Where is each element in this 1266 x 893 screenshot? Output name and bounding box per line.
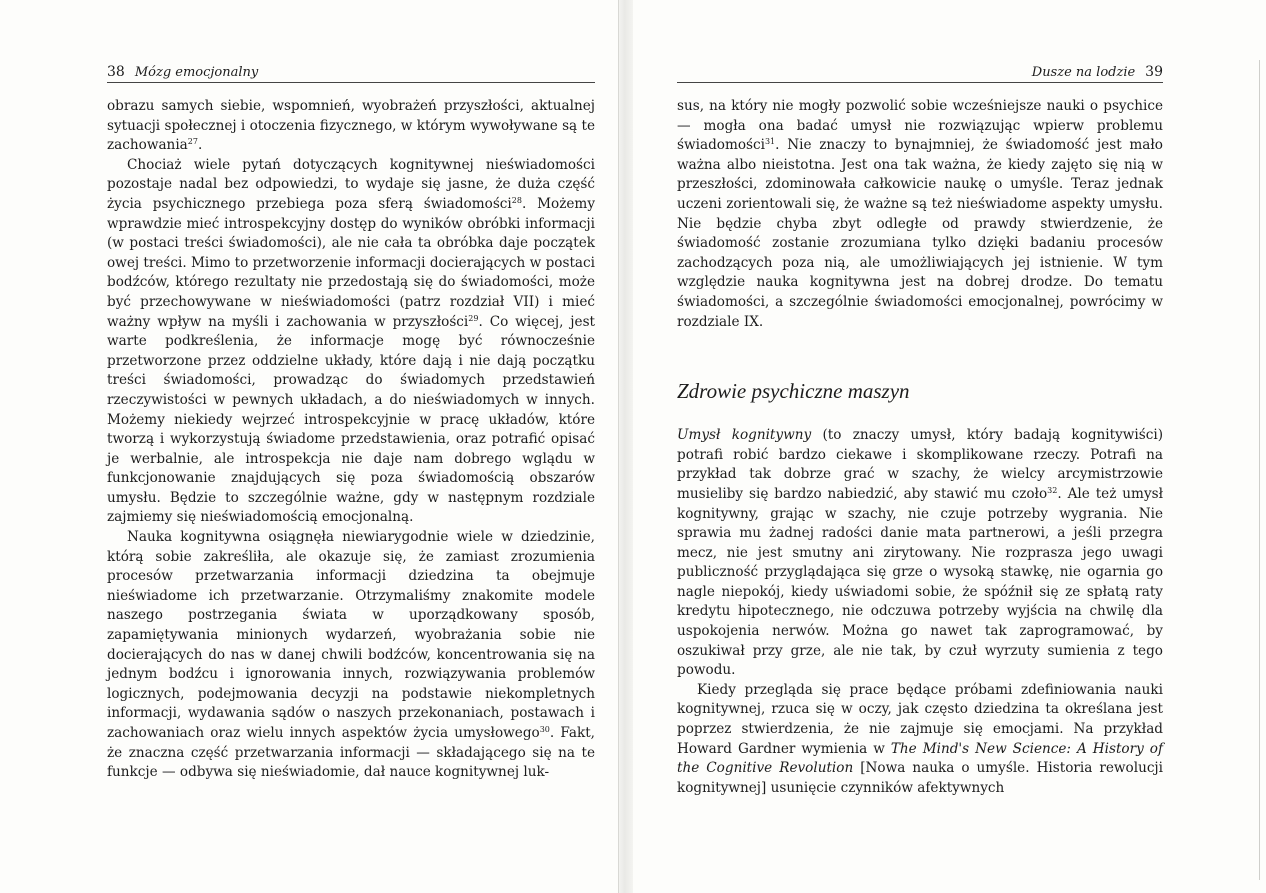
text-run: sus, na który nie mogły pozwolić sobie wcześniejsze nauki o psychice — mogła ona badać umysł nie rozwiązując wpierw problemu świadomości (677, 98, 1163, 154)
page-edge (1259, 60, 1260, 880)
paragraph (107, 528, 595, 783)
book-gutter (618, 0, 633, 893)
text-run: Kiedy przegląda się prace będące próbami zdefiniowania nauki kognitywnej, rzuca się w oczy, jak często dziedzina ta określana jest poprzez stwierdzenia, że nie zajmuje się emocjami. Na przykład Howard Gardner wymienia w (677, 681, 1163, 757)
left-running-head (107, 62, 595, 83)
left-page-body (107, 97, 595, 783)
paragraph (677, 681, 1163, 799)
right-page-number: 39 (1145, 64, 1163, 80)
text-run: . (197, 137, 203, 154)
paragraph (107, 97, 595, 156)
right-page (677, 62, 1163, 798)
right-running-title: Dusze na lodzie (1031, 65, 1136, 80)
paragraph (677, 426, 1163, 681)
text-run: (to znaczy umysł, który badają kognitywiści) potrafi robić bardzo ciekawe i skomplikowane rzeczy. Potrafi na przykład tak dobrze grać w szachy, że wielcy arcymistrzowie musieliby się bardzo nabiedzić, aby stawić mu czoło (677, 427, 1164, 502)
text-run: [Nowa nauka o umyśle. Historia rewolucji kognitywnej] usunięcie czynników afektywnych (677, 760, 1163, 796)
italic-text: Umysł kognitywny (677, 427, 812, 444)
footnote-ref: 32 (1047, 485, 1058, 495)
footnote-ref: 28 (511, 195, 522, 205)
text-run: . Nie znaczy to bynajmniej, że świadomość jest mało ważna albo nieistotna. Jest ona tak ważna, że kiedy zajęto się nią w przeszłości, zdominowała całkowicie naukę o umyśle. Teraz jednak uczeni zorientowali się, że ważne są też nieświadome aspekty umysłu. Nie będzie chyba zbyt odległe od prawdy stwierdzenie, że świadomość zostanie zrozumiana tylko dzięki badaniu procesów zachodzących poza nią, ale umożliwiających jej istnienie. W tym względzie nauka kognitywna jest na dobrej drodze. Do tematu świadomości, a szczególnie świadomości emocjonalnej, powrócimy w rozdziale IX. (677, 137, 1163, 330)
right-running-head (677, 62, 1163, 83)
text-run: Nauka kognitywna osiągnęła niewiarygodnie wiele w dziedzinie, którą sobie zakreśliła, ale okazuje się, że zamiast zrozumienia procesów przetwarzania informacji dziedzina ta obejmuje nieświadome ich przetwarzanie. Otrzymaliśmy znakomite modele naszego postrzegania świata w uporządkowany sposób, zapamiętywania minionych wydarzeń, wyobrażania sobie nie docierających do nas w danej chwili bodźców, koncentrowania się na jednym bodźcu i ignorowania innych, rozwiązywania problemów logicznych, podejmowania decyzji na podstawie niekompletnych informacji, wydawania sądów o naszych przekonaniach, postawach i zachowaniach oraz wielu innych aspektów życia umysłowego (107, 529, 595, 741)
section-heading: Zdrowie psychiczne maszyn (677, 379, 910, 404)
footnote-ref: 31 (764, 137, 776, 147)
right-page-body-bottom (677, 426, 1163, 798)
paragraph (677, 97, 1163, 332)
text-run: . Ale też umysł kognitywny, grając w szachy, nie czuje potrzeby wygrania. Nie sprawia mu żadnej radości danie mata partnerowi, a jeśli przegra mecz, nie jest smutny ani zirytowany. Nie rozprasza jego uwagi publiczność przyglądająca się grze o wysoką stawkę, nie ogarnia go nagle niepokój, kiedy uświadomi sobie, że spóźnił się ze spłatą raty kredytu hipotecznego, nie odczuwa potrzeby wyjścia na chwilę dla uspokojenia nerwów. Można go nawet tak zaprogramować, by oszukiwał przy grze, ale nie tak, by czuł wyrzuty sumienia z tego powodu. (677, 485, 1164, 679)
left-page-number: 38 (107, 64, 125, 80)
paragraph (107, 156, 595, 528)
left-page (107, 62, 595, 783)
text-run: . Co więcej, jest warte podkreślenia, że informacje mogę być równocześnie przetworzone przez oddzielne układy, które dają i nie dają początku treści świadomości, prowadząc do świadomych przedstawień rzeczywistości w pewnych układach, a do nieświadomych w innych. Możemy niekiedy wejrzeć introspekcyjnie w pracę układów, które tworzą i wykorzystują świadome przedstawienia, oraz potrafić opisać je werbalnie, ale introspekcja nie daje nam dobrego wglądu w funkcjonowanie znajdujących się poza świadomością obszarów umysłu. Będzie to szczególnie ważne, gdy w następnym rozdziale zajmiemy się nieświadomością emocjonalną. (107, 313, 596, 526)
text-run: obrazu samych siebie, wspomnień, wyobrażeń przyszłości, aktualnej sytuacji społecznej i otoczenia fizycznego, w którym wywoływane są te zachowania (107, 98, 595, 154)
text-run: . Fakt, że znaczna część przetwarzania informacji — składającego się na te funkcje — odbywa się nieświadomie, dał nauce kognitywnej luk- (107, 725, 595, 781)
text-run: . Możemy wprawdzie mieć introspekcyjny dostęp do wyników obróbki informacji (w postaci treści świadomości), ale nie cała ta obróbka daje początek owej treści. Mimo to przetworzenie informacji docierających w postaci bodźców, którego rezultaty nie przedostają się do świadomości, może być przechowywane w nieświadomości (patrz rozdział VII) i mieć ważny wpływ na myśli i zachowania w przyszłości (107, 195, 596, 330)
footnote-ref: 29 (468, 313, 479, 323)
text-run: Chociaż wiele pytań dotyczących kognitywnej nieświadomości pozostaje nadal bez odpowiedzi, to wydaje się jasne, że duża część życia psychicznego przebiega poza sferą świadomości (107, 156, 595, 212)
footnote-ref: 27 (187, 137, 198, 147)
italic-text: The Mind's New Science: A History of the Cognitive Revolution (677, 740, 1163, 777)
left-running-title: Mózg emocjonalny (134, 65, 259, 80)
right-page-body-top (677, 97, 1163, 332)
footnote-ref: 30 (539, 725, 550, 734)
